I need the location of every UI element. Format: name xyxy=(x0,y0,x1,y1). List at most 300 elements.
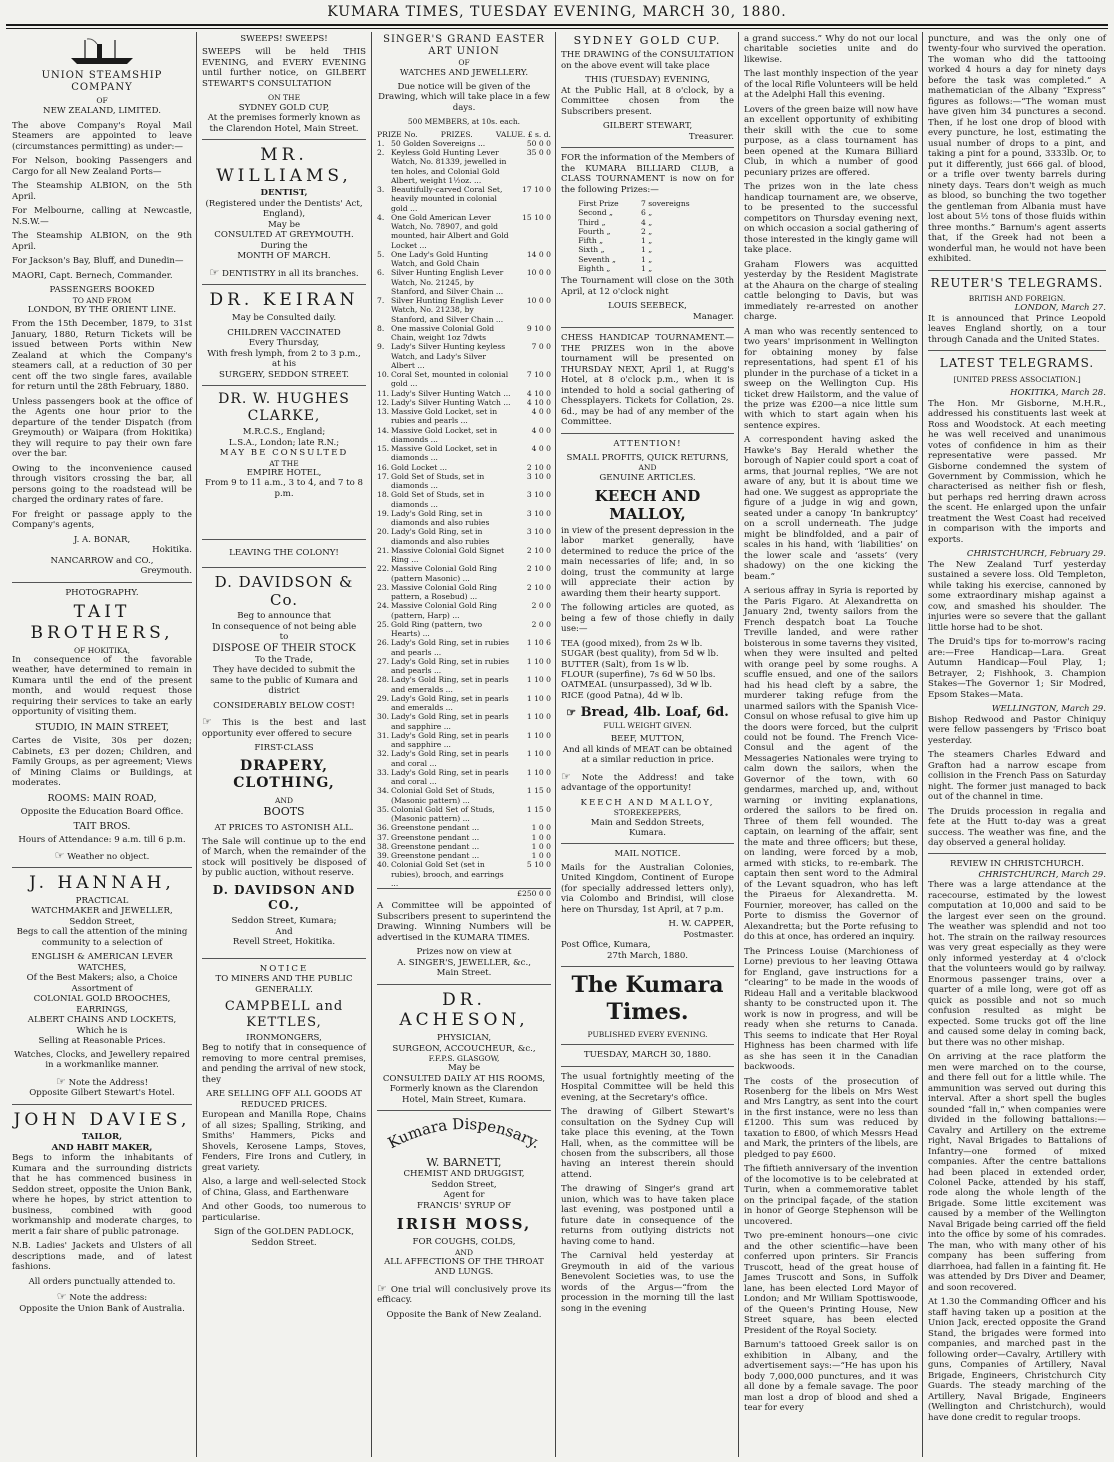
full-weight: FULL WEIGHT GIVEN. xyxy=(603,721,692,731)
studio-main-street: STUDIO, IN MAIN STREET, xyxy=(34,721,170,733)
last-opportunity: This is the best and last opportunity ever offered to secure xyxy=(202,718,366,739)
golden-padlock: Sign of the GOLDEN PADLOCK, xyxy=(214,1227,354,1238)
prize-number: 7. xyxy=(377,296,385,306)
prize-row xyxy=(377,490,551,509)
on-the: ON THE xyxy=(267,93,301,103)
sydney-gold-cup: SYDNEY GOLD CUP, xyxy=(238,102,330,113)
billiard-prize-value: 2 „ xyxy=(641,226,653,236)
prize-value: 5 10 0 xyxy=(526,860,551,870)
keiran-daily: May be Consulted daily. xyxy=(231,313,337,324)
news-consultation: The drawing of Gilbert Stewart's consultation on the Sydney Cup will take place this evening, at the Town Hall, when, as the committee will be chosen from the subscribers, all those having an interest therein should attend. xyxy=(561,1107,734,1180)
column-2 xyxy=(198,34,370,1454)
druids-procession: The Druids procession in regalia and fete at the Hutt to-day was a great success. The weather was fine, and the day observed a general holiday. xyxy=(928,806,1106,848)
consequence: In consequence of not being able xyxy=(211,621,357,632)
prize-row xyxy=(377,268,551,296)
prize-description: Massive Colonial Gold Ring pattern, a Rosebud) ... xyxy=(391,582,498,602)
all-orders: All orders punctually attended to. xyxy=(28,1276,176,1287)
consulted-greymouth: CONSULTED AT GREYMOUTH. xyxy=(214,230,354,241)
colonial-brooches: COLONIAL GOLD BROOCHES, EARRINGS, xyxy=(33,994,171,1015)
prize-description: Greenstone pendant ... xyxy=(391,832,480,842)
empire-hotel: EMPIRE HOTEL, xyxy=(246,467,322,478)
prize-value: 10 0 0 xyxy=(526,296,551,306)
prize-description: Greenstone pendant ... xyxy=(391,823,480,833)
prize-value: 3 10 0 xyxy=(526,471,551,481)
prize-number: 15. xyxy=(377,444,390,454)
prize-row xyxy=(377,564,551,583)
prize-number: 13. xyxy=(377,407,390,417)
divider xyxy=(561,966,734,967)
pointing-hand-icon: ☞ xyxy=(202,715,212,729)
of: OF xyxy=(458,58,470,68)
billiard-prize-value: 4 „ xyxy=(641,217,653,227)
prize-value: 2 10 0 xyxy=(526,462,551,472)
prize-number: 32. xyxy=(377,749,390,759)
dispose-stock: DISPOSE OF THEIR STOCK xyxy=(212,642,356,654)
prize-number: 18. xyxy=(377,490,390,500)
prize-number: 24. xyxy=(377,601,390,611)
billiard-prize-place: Eighth „ xyxy=(578,263,611,273)
photography-heading: PHOTOGRAPHY. xyxy=(65,587,139,598)
tournament-close: The Tournament will close on the 30th April, at 12 o'clock night xyxy=(561,276,734,297)
leopold-text: It is announced that Prince Leopold leaves England shortly, on a tour through Canada and the United States. xyxy=(928,313,1106,345)
prize-row xyxy=(377,324,551,343)
billiard-prize-place: Fourth „ xyxy=(578,226,611,236)
prize-number: 1. xyxy=(377,138,385,148)
prize-value: 4 0 0 xyxy=(531,444,551,454)
prize-description: One Gold American Lever Watch, No. 78907, and gold mounted, hair Albert and Gold Locket ... xyxy=(391,212,509,250)
chch-text: The New Zealand Turf yesterday sustained a severe loss. Old Templeton, while taking his exercise, cannoned by some extraordinary mishap against a cow, and smashed his shoulder. The injuries were so severe that the gallant little horse had to be shot. xyxy=(928,559,1106,633)
prize-row xyxy=(377,712,551,731)
prize-value: 2 10 0 xyxy=(526,564,551,574)
prize-value: 4 10 0 xyxy=(526,397,551,407)
header-prizes: PRIZES. xyxy=(440,129,473,139)
tait-title: TAIT BROTHERS, xyxy=(30,602,174,643)
albion-9th: The Steamship ALBION, on the 9th April. xyxy=(12,231,192,252)
keiran-title: DR. KEIRAN xyxy=(209,290,359,311)
drapery-clothing: DRAPERY, CLOTHING, xyxy=(233,757,335,791)
prize-table xyxy=(377,139,551,888)
chch2-date: CHRISTCHURCH, March 29. xyxy=(978,869,1106,880)
prize-value: 1 10 6 xyxy=(526,638,551,648)
albert-chains: ALBERT CHAINS AND LOCKETS, xyxy=(27,1015,177,1026)
melbourne-text: For Melbourne, calling at Newcastle, N.S.W.— xyxy=(12,206,192,227)
and-4: AND xyxy=(638,463,657,473)
prize-number: 19. xyxy=(377,508,390,518)
pointing-hand-icon: ☞ xyxy=(209,265,220,279)
williams-title: MR. WILLIAMS, xyxy=(216,145,352,186)
prize-description: Lady's Gold Ring, set in diamonds and also rubies xyxy=(391,508,490,528)
selling-prices: Selling at Reasonable Prices. xyxy=(38,1036,166,1047)
prize-row xyxy=(377,509,551,528)
members: 500 MEMBERS, at 10s. each. xyxy=(407,117,521,127)
prize-description: Colonial Gold Set of Studs, (Masonic pattern) ... xyxy=(391,804,495,824)
kumara: Kumara. xyxy=(628,827,666,838)
prize-value: 2 0 0 xyxy=(531,619,551,629)
prize-value: 1 10 0 xyxy=(526,656,551,666)
also-text: Also, a large and well-selected Stock of China, Glass, and Earthenware xyxy=(202,1177,366,1198)
selling-off: ARE SELLING OFF ALL GOODS AT REDUCED PRICES. xyxy=(206,1089,362,1110)
pointing-hand-icon: ☞ xyxy=(55,1074,66,1088)
fresh-lymph: With fresh lymph, from 2 to 3 p.m., at his xyxy=(207,348,361,370)
divider xyxy=(561,147,734,148)
chemist: CHEMIST AND DRUGGIST, xyxy=(403,1169,525,1180)
singer-jeweller: A. SINGER'S, JEWELLER, &c., xyxy=(397,957,531,968)
prize-row xyxy=(377,185,551,213)
prize-value: 4 10 0 xyxy=(526,388,551,398)
jacksons-text: For Jackson's Bay, Bluff, and Dunedin— xyxy=(12,256,184,267)
header-prize-no: PRIZE No. xyxy=(377,129,418,139)
billiard-prize-place: Third „ xyxy=(578,217,606,227)
news-5-13: Barnum's tattooed Greek sailor is on exhibition in Albany, and the advertisement says:—“He has upon his body 7,000,000 punctures, and it was all done by a female savage. The poor man lost a drop of blood and shed a tear for every xyxy=(744,1340,918,1414)
prize-number: 28. xyxy=(377,675,390,685)
prize-number: 2. xyxy=(377,148,385,158)
divider xyxy=(12,582,192,583)
pointing-hand-icon: ☞ xyxy=(561,769,571,783)
pointing-hand-icon: ☞ xyxy=(56,1290,67,1304)
prize-row xyxy=(377,463,551,472)
divider xyxy=(202,139,366,140)
dentistry: DENTISTRY in all its branches. xyxy=(222,268,359,279)
billiard-prize-row xyxy=(578,236,716,245)
note-addr-keech: Note the Address! and take advantage of the opportunity! xyxy=(561,772,734,794)
prize-description: Massive Colonial Gold Ring (pattern, Harp) ... xyxy=(391,601,498,620)
singer-title: SINGER'S GRAND EASTER ART UNION xyxy=(383,34,545,58)
prize-number: 9. xyxy=(377,342,385,352)
prize-value: 17 10 0 xyxy=(522,185,551,195)
freight-text: For freight or passage apply to the Company's agents, xyxy=(12,509,192,531)
davidson-title: D. DAVIDSON & Co. xyxy=(214,572,354,609)
news-5-5: Graham Flowers was acquitted yesterday by the Resident Magistrate at the Ahaura on the charge of stealing cattle belonging to Davis, but was immediately re-arrested on another charge. xyxy=(744,259,918,323)
physician: PHYSICIAN, xyxy=(436,1033,492,1044)
column-6 xyxy=(924,34,1110,1454)
lsa: L.S.A., London; late R.N.; xyxy=(228,437,340,448)
masthead-rule xyxy=(6,24,1108,26)
prize-number: 14. xyxy=(377,425,390,435)
prize-row xyxy=(377,860,551,888)
prize-value: 7 0 0 xyxy=(531,342,551,352)
practical: PRACTICAL xyxy=(75,895,129,906)
prize-description: Lady's Gold Ring, set in pearls and emeralds ... xyxy=(391,693,509,713)
drawing-text: THE DRAWING of the CONSULTATION on the above event will take place xyxy=(561,50,734,71)
opposite-union-bank: Opposite the Union Bank of Australia. xyxy=(19,1303,185,1314)
mrcs: M.R.C.S., England; xyxy=(242,427,326,438)
francis-syrup: FRANCIS' SYRUP OF xyxy=(417,1200,511,1211)
prize-number: 11. xyxy=(377,388,390,398)
prize-number: 8. xyxy=(377,323,385,333)
prize-number: 21. xyxy=(377,545,390,555)
prize-description: Coral Set, mounted in colonial gold ... xyxy=(391,370,509,389)
divider xyxy=(561,327,734,328)
hannah-seddon: Seddon Street, xyxy=(69,916,135,927)
prize-row xyxy=(377,786,551,805)
price-flour: FLOUR (superfine), 7s 6d ₩ 50 lbs. xyxy=(561,670,716,680)
prize-description: Massive Colonial Gold Ring (pattern Masonic) ... xyxy=(391,564,498,583)
opposite-bank-nz: Opposite the Bank of New Zealand. xyxy=(386,1309,542,1320)
prize-row xyxy=(377,527,551,546)
prize-description: Gold Locket ... xyxy=(391,462,448,472)
sale-text: The Sale will continue up to the end of March, when the remainder of the stock will positively be disposed of by public auction, without reserve. xyxy=(202,836,366,879)
formerly-clarendon: Formerly known as the Clarendon Hotel, Main Street, Kumara. xyxy=(389,1084,539,1105)
billiard-prize-value: 6 „ xyxy=(641,208,653,218)
campbell-title: CAMPBELL and KETTLES, xyxy=(224,999,344,1030)
news-hospital: The usual fortnightly meeting of the Hospital Committee will be held this evening, at the Secretary's office. xyxy=(561,1071,734,1103)
prize-row xyxy=(377,638,551,657)
divider xyxy=(561,1044,734,1045)
habit-maker: AND HABIT MAKER, xyxy=(51,1142,153,1153)
prize-row xyxy=(377,426,551,445)
public-hall: At the Public Hall, at 8 o'clock, by a Committee chosen from the Subscribers present. xyxy=(561,85,734,117)
keech-title: KEECH AND MALLOY, xyxy=(594,487,701,524)
divider xyxy=(202,284,366,285)
prize-row xyxy=(377,851,551,860)
pointing-hand-icon: ☞ xyxy=(54,848,65,862)
prize-value: 1 10 0 xyxy=(526,749,551,759)
and: AND xyxy=(275,795,293,805)
prize-description: Lady's Silver Hunting Watch ... xyxy=(391,388,511,398)
treasurer: Treasurer. xyxy=(688,131,734,142)
tailor: TAILOR, xyxy=(81,1132,123,1143)
seddon-kumara: Seddon Street, Kumara; xyxy=(231,916,337,927)
prize-row xyxy=(377,342,551,370)
prize-number: 33. xyxy=(377,767,390,777)
prize-row xyxy=(377,296,551,324)
considerably-below: CONSIDERABLY BELOW COST! xyxy=(213,700,355,711)
at-the: AT THE xyxy=(269,458,299,468)
news-5-3: Lovers of the green baize will now have an excellent opportunity of exhibiting their skill with the cue to some purpose, as a class tournament has been opened at the Kumara Billiard Club, in which a number of good pecuniary prizes are offered. xyxy=(744,104,918,178)
agent-for: Agent for xyxy=(443,1190,485,1201)
prize-value: 1 15 0 xyxy=(526,786,551,796)
prize-value: 14 0 0 xyxy=(526,249,551,259)
prize-row xyxy=(377,601,551,620)
consulted-daily: CONSULTED DAILY AT HIS ROOMS, xyxy=(382,1073,546,1084)
best-makers: Of the Best Makers; also, a Choice Assortment of xyxy=(26,973,178,994)
news-5-8: A serious affray in Syria is reported by the Paris Figaro. At Alexandretta on January 2nd, twenty sailors from the French despatch boat La Touche Treville landed, and were rather boisterous in some taverns they visited, when they were insulted and pelted with orange peel by some roughs. A scuffle ensued, and one of the sailors had his head cleft by a sabre, the murderer taking refuge from the unarmed sailors with the Spanish Vice-Consul on whose refusal to give him up the doors were forced, but the culprit could not be found. The French Vice-Consul and the agent of the Messageries Nationales were trying to calm down the sailors, when the Governor of the town, with 60 gendarmes, marched up, and, without warning or inviting explanations, ordered the sailors to be fired on. Three of them fell wounded. The captain, on learning of the affair, sent the mate and three officers; but these, on landing, were forced by a mob, armed with sticks, to re-embark. The captain then sent word to the Admiral of the Levant squadron, who has left the Piraeus for Alexandretta. M. Fournier, moreover, has called on the Porte to dismiss the Governor of Alexandretta; but the Porte refusing to do this at once, has ordered an inquiry. xyxy=(744,586,918,943)
news-5-12: Two pre-eminent honours—one civic and the other scientific—have been conferred upon printers. Sir Francis Truscott, head of the great house of James Truscott and Sons, in Suffolk lane, has been elected Lord Mayor of London; and Mr William Spottiswoode, of the Queen's Printing House, New Street square, has been elected President of the Royal Society. xyxy=(744,1231,918,1336)
may-be: May be xyxy=(447,1063,481,1074)
divider xyxy=(202,539,366,540)
divider xyxy=(202,385,366,386)
prize-row xyxy=(377,823,551,832)
children-vaccinated: CHILDREN VACCINATED xyxy=(227,327,341,338)
edition-date: TUESDAY, MARCH 30, 1880. xyxy=(583,1050,712,1061)
divider xyxy=(12,1104,192,1105)
chch-date: CHRISTCHURCH, February 29. xyxy=(966,549,1106,560)
prize-value: 1 0 0 xyxy=(531,851,551,861)
reuters-heading: REUTER'S TELEGRAMS. xyxy=(930,275,1104,290)
billiard-prize-value: 1 „ xyxy=(641,236,653,246)
at130-text: At 1.30 the Commanding Officer and his staff having taken up a position at the Union Jack, erected opposite the Grand Stand, the brigades were formed into companies, and marched past in the following order—Cavalry, Artillery with guns, Companies of Artillery, Naval Brigade, Engineers, Christchurch City Guards. The steady marching of the Artillery, Naval Brigade, Engineers (Wellington and Christchurch), would have done credit to regular troops. xyxy=(928,1297,1106,1423)
prize-row xyxy=(377,389,551,398)
passengers-booked: PASSENGERS BOOKED xyxy=(49,285,155,296)
other-goods: And other Goods, too numerous to particularise. xyxy=(202,1202,366,1223)
may-be-consulted: MAY BE CONSULTED xyxy=(219,448,349,459)
ironmongers: IRONMONGERS, xyxy=(246,1032,322,1043)
hokitika-date: HOKITIKA, March 28. xyxy=(1010,388,1106,399)
revell-street: Revell Street, Hokitika. xyxy=(232,937,336,948)
boots: BOOTS xyxy=(263,805,305,819)
prize-value: 1 10 0 xyxy=(526,730,551,740)
manager: Manager. xyxy=(692,311,734,322)
news-5-1: a grand success.” Why do not our local charitable societies unite and do likewise. xyxy=(744,34,918,65)
prize-description: Greenstone pendant ... xyxy=(391,851,480,861)
return-tickets-text: From the 15th December, 1879, to 31st January, 1880, Return Tickets will be issued between Ports within New Zealand at which the Company's steamers call, at a reduction of 30 per cent off the two single fares, available for return until the 28th February, 1880. xyxy=(12,319,192,393)
committee-text: A Committee will be appointed of Subscribers present to superintend the Drawing. Winning Numbers will be advertised in the KUMARA TIMES. xyxy=(377,901,551,943)
news-5-11: The fiftieth anniversary of the invention of the locomotive is to be celebrated at Turin, when a commemorative tablet on the principal façade, of the station in honor of George Stephenson will be uncovered. xyxy=(744,1164,918,1227)
meat-text: And all kinds of MEAT can be obtained at a similar reduction in price. xyxy=(562,744,733,766)
prize-description: 50 Golden Sovereigns ... xyxy=(391,138,486,148)
billiard-prize-place: Sixth „ xyxy=(578,245,605,255)
seddon-street: Seddon Street. xyxy=(251,1237,317,1248)
prize-row xyxy=(377,370,551,389)
prize-number: 26. xyxy=(377,638,390,648)
sydney-title: SYDNEY GOLD CUP. xyxy=(573,34,722,47)
divider xyxy=(561,1066,734,1067)
clarke-title: DR. W. HUGHES CLARKE, xyxy=(218,391,350,425)
owing-text: Owing to the inconvenience caused through visitors crossing the bar, all persons going to the roadstead will be charged the ordinary rates of fare. xyxy=(12,463,192,506)
prize-description: Massive Gold Locket, set in diamonds ... xyxy=(391,425,498,444)
prize-description: One Lady's Gold Hunting Watch, and Gold Chain xyxy=(391,249,489,269)
column-divider xyxy=(738,32,739,1457)
main-seddon: Main and Seddon Streets, xyxy=(590,817,705,828)
keech-text: in view of the present depression in the labor market generally, have determined to reduce the price of the main necessaries of life; and, in so doing, trust the community at large will appreciate their action by awarding them their hearty support. xyxy=(561,525,734,599)
prize-number: 39. xyxy=(377,851,390,861)
to-and-from: TO AND FROM xyxy=(72,295,132,305)
may-be: May be xyxy=(267,219,301,230)
campbell-text: Beg to notify that in consequence of removing to more central premises, and pending the arrival of new stock, they xyxy=(202,1043,366,1085)
prize-description: Lady's Gold Ring, set in pearls and coral ... xyxy=(391,749,509,768)
union-nz: NEW ZEALAND, LIMITED. xyxy=(43,105,161,116)
prize-number: 37. xyxy=(377,832,390,842)
column-divider xyxy=(371,32,372,1457)
prize-description: Massive Gold Locket, set in diamonds ... xyxy=(391,444,498,463)
mail-text: Mails for the Australian Colonies, United Kingdom, Continent of Europe (for specially addressed letters only), via Colombo and Brindisi, will close here on Thursday, 1st April, at 7 p.m. xyxy=(561,862,734,915)
divider xyxy=(377,1110,551,1111)
seebeck: LOUIS SEEBECK, xyxy=(608,301,687,312)
review-heading: REVIEW IN CHRISTCHURCH. xyxy=(950,859,1084,870)
agent-bonar: J. A. BONAR, xyxy=(73,534,131,545)
prize-row xyxy=(377,620,551,639)
prize-number: 3. xyxy=(377,185,385,195)
chess-text: CHESS HANDICAP TOURNAMENT.—THE PRIZES won in the above tournament will be presented on THURSDAY NEXT, April 1, at Rugg's Hotel, at 8 o'clock p.m., when it is intended to hold a social gathering of Chessplayers. Tickets for Collation, 2s. 6d., may be had of any member of the Committee. xyxy=(561,333,734,428)
billiard-prize-value: 1 „ xyxy=(641,263,653,273)
divider xyxy=(202,958,366,959)
prize-value: 4 0 0 xyxy=(531,407,551,417)
agent-greymouth: Greymouth. xyxy=(140,566,192,577)
prize-row xyxy=(377,213,551,250)
news-6-1: puncture, and was the only one of twenty-four who survived the operation. The woman who did the tattooing worked 4 hours a day for ninety days before the task was completed.” A mathematician of the Albany “Express” figures as follows:—“The woman must have given him 34 punctures a second. Then, if he lost one drop of blood with every puncture, he lost, estimating the usual number of drops to a pint, and taking a pint for a pound, 3333lb. Or, to put it differently, just 666 gal. of blood, or a trifle over twenty barrels during ninety days. Tears don't weigh as much as blood, so bunching the two together the gentleman from Albania must have lost about 5½ tons of those fluids within three months.” Barnum's agent asserts that, if the Greek had not been a wonderful man, he would not have been exhibited. xyxy=(928,34,1106,265)
genuine-articles: GENUINE ARTICLES. xyxy=(599,472,696,483)
divider xyxy=(202,567,366,568)
prize-value: 9 10 0 xyxy=(526,323,551,333)
prize-value: 3 10 0 xyxy=(526,527,551,537)
column-divider xyxy=(922,32,923,1457)
post-date: 27th March, 1880. xyxy=(606,950,689,961)
due-notice: Due notice will be given of the Drawing, which will take place in a few days. xyxy=(378,82,550,113)
prize-row xyxy=(377,657,551,676)
billiard-prizes xyxy=(578,199,716,273)
news-5-7: A correspondent having asked the Hawke's Bay Herald whether the borough of Napier could sport a coat of arms, that journal replies, “We are not aware of any, but it is about time we had one. We suggest as appropriate the figure of a judge in wig and gown, seated under a canopy ‘In bankruptcy’ on a scroll underneath. The judge might be blindfolded, and a pair of scales in his hand, with ‘liabilities’ on the lower scale and ‘assets’ (very shadowy) on the one kicking the beam.” xyxy=(744,435,918,582)
watchmaker-jeweller: WATCHMAKER and JEWELLER, xyxy=(31,906,173,917)
billiard-prize-value: 1 „ xyxy=(641,245,653,255)
divider xyxy=(561,843,734,844)
dentist: DENTIST, xyxy=(260,188,308,199)
svg-text:Kumara Dispensary.: Kumara Dispensary. xyxy=(384,1116,544,1153)
divider xyxy=(12,867,192,868)
prize-description: Lady's Silver Hunting Watch ... xyxy=(391,397,511,407)
column-4 xyxy=(557,34,738,1454)
post-office: Post Office, Kumara, xyxy=(561,940,651,951)
prize-description: Massive Colonial Gold Signet Ring ... xyxy=(391,545,505,565)
one-trial: One trial will conclusively prove its efficacy. xyxy=(377,1284,552,1306)
column-3 xyxy=(373,34,555,1454)
cartes-text: Cartes de Visite, 30s per dozen; Cabinets, £3 per dozen; Children, and Family Groups, as per agreement; Views of Mining Claims or Buildings, at moderates. xyxy=(12,736,192,789)
steamship-icon xyxy=(67,36,137,66)
prize-row xyxy=(377,768,551,787)
albion-5th: The Steamship ALBION, on the 5th April. xyxy=(12,181,192,202)
prize-description: Lady's Gold Ring, set in pearls and sapphire ... xyxy=(391,730,509,750)
prize-row xyxy=(377,250,551,269)
billiard-prize-row xyxy=(578,208,716,217)
agent-nancarrow: NANCARROW and CO., xyxy=(50,555,154,566)
price-oatmeal: OATMEAL (unsurpassed), 3d ₩ lb. xyxy=(561,680,713,691)
billiard-prize-row xyxy=(578,199,716,208)
capper: H. W. CAPPER, xyxy=(668,919,734,930)
billiard-prize-row xyxy=(578,264,716,273)
agent-hokitika: Hokitika. xyxy=(152,545,192,556)
dispensary-arc-title xyxy=(377,1116,551,1152)
prize-row xyxy=(377,546,551,565)
prize-number: 36. xyxy=(377,823,390,833)
prices-astonish: AT PRICES TO ASTONISH ALL. xyxy=(214,822,354,833)
of-hokitika: OF HOKITIKA, xyxy=(73,645,131,655)
divider xyxy=(928,350,1106,351)
prize-number: 35. xyxy=(377,804,390,814)
prize-total: £250 0 0 xyxy=(377,888,551,898)
prize-value: 1 10 0 xyxy=(526,675,551,685)
month-march: MONTH OF MARCH. xyxy=(237,251,331,262)
prize-row xyxy=(377,842,551,851)
prize-number: 6. xyxy=(377,268,385,278)
column-divider xyxy=(555,32,556,1457)
repair-text: Watches, Clocks, and Jewellery repaired in a workmanlike manner. xyxy=(14,1049,190,1071)
review-text: There was a large attendance at the racecourse, estimated by the lowest computation at 10,000 and said to be the largest ever seen on the ground. The weather was splendid and not too hot. The strain on the railway resources was very great especially as they were only informed yesterday at 4 o'clock that the volunteers would go by railway. Enormous passenger trains, over a quarter of a mile long, were got off as quick as possible and not so much confusion resulted as might be expected. Some trucks got off the line and caused some delay in coming back, but there was no other mishap. xyxy=(928,880,1106,1048)
prize-description: Lady's Gold Ring, set in rubies and pearls ... xyxy=(391,638,509,657)
prize-number: 23. xyxy=(377,582,390,592)
british-foreign: BRITISH AND FOREIGN. xyxy=(968,294,1066,304)
ladies-text: N.B. Ladies' Jackets and Ulsters of all descriptions made, and of latest fashions. xyxy=(12,1241,192,1273)
wellington-date: WELLINGTON, March 29. xyxy=(991,704,1106,715)
divider xyxy=(928,853,1106,854)
prize-value: 1 15 0 xyxy=(526,804,551,814)
opposite-education: Opposite the Education Board Office. xyxy=(20,807,184,818)
prize-row xyxy=(377,675,551,694)
following-text: The following articles are quoted, as being a few of those chiefly in daily use:— xyxy=(561,603,734,635)
steamers-text: The steamers Charles Edward and Grafton had a narrow escape from collision in the French Pass on Saturday night. The former just managed to back out of the channel in time. xyxy=(928,750,1106,803)
prize-value: 10 0 0 xyxy=(526,268,551,278)
prize-value: 50 0 0 xyxy=(526,138,551,148)
divider xyxy=(928,270,1106,271)
beef-mutton: BEEF, MUTTON, xyxy=(610,734,685,745)
prize-number: 38. xyxy=(377,841,390,851)
prize-description: Lady's Gold Ring, set in pearls and coral ... xyxy=(391,767,509,787)
prize-description: Lady's Silver Hunting keyless Watch, and Lady's Silver Albert ... xyxy=(391,342,506,370)
prize-row xyxy=(377,805,551,824)
watches-jewellery: WATCHES AND JEWELLERY. xyxy=(399,67,529,78)
prize-description: Greenstone pendant ... xyxy=(391,841,480,851)
prize-description: Lady's Gold Ring, set in rubies and pearls ... xyxy=(391,656,509,676)
masthead-rule-thin xyxy=(6,28,1108,29)
column-1 xyxy=(8,34,196,1454)
